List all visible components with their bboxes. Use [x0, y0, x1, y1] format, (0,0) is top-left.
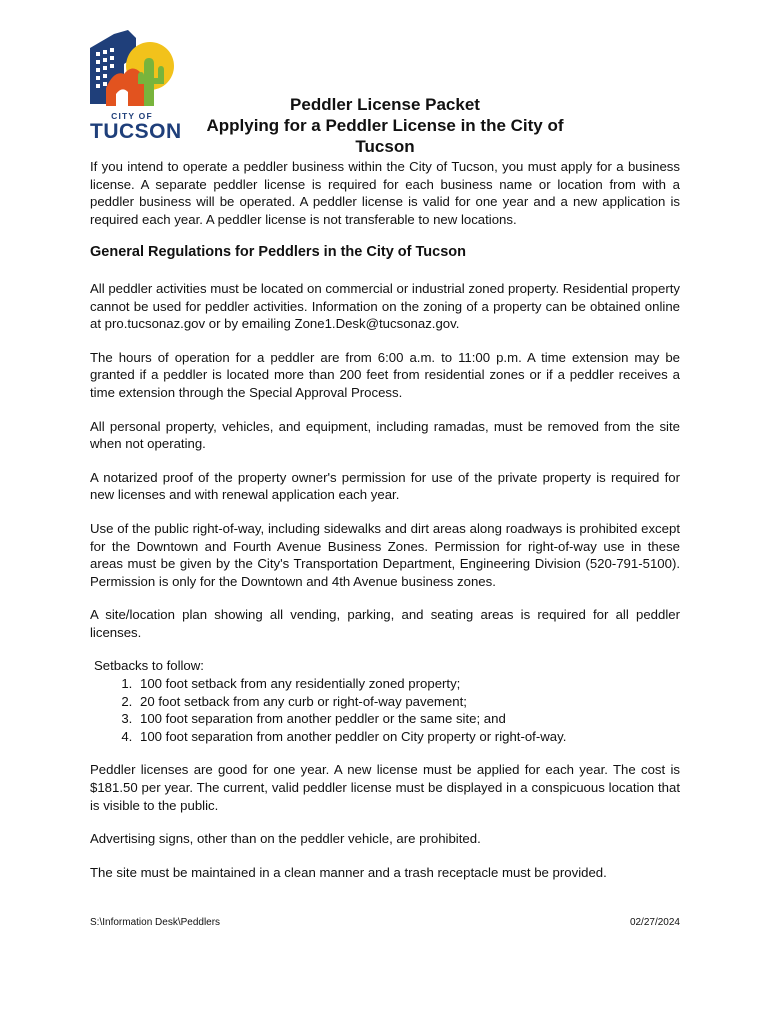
setbacks-section — [94, 657, 680, 745]
document-body — [90, 158, 680, 897]
paragraph-right-of-way: Use of the public right-of-way, including sidewalks and dirt areas along roadways is prohibited except for the Downtown and Fourth Avenue Business Zones. Permission for right-of-way use in these areas must be given by the City's Transportation Department, Engineering Division (520-791-5100). Permission is only for the Downtown and 4th Avenue business zones. — [90, 520, 680, 589]
paragraph-license-cost: Peddler licenses are good for one year. A new license must be applied for each year. The cost is $181.50 per year. The current, valid peddler license must be displayed in a conspicuous location that is visible to the public. — [90, 762, 680, 813]
setbacks-label: Setbacks to follow: — [94, 658, 204, 674]
paragraph-owner-permission: A notarized proof of the property owner's permission for use of the private property is required for new licenses and with renewal application each year. — [90, 469, 680, 503]
list-item: 1. 100 foot setback from any residentially zoned property; — [136, 675, 680, 693]
page-subtitle: Applying for a Peddler License in the City of Tucson — [206, 116, 564, 156]
logo-city-of-text: CITY OF — [111, 111, 153, 121]
paragraph-property-removal: All personal property, vehicles, and equipment, including ramadas, must be removed from the site when not operating. — [90, 418, 680, 452]
footer-path: S:\Information Desk\Peddlers — [90, 917, 221, 928]
section-heading: General Regulations for Peddlers in the City of Tucson — [90, 244, 466, 261]
paragraph-advertising: Advertising signs, other than on the peddler vehicle, are prohibited. — [90, 831, 481, 847]
intro-paragraph: If you intend to operate a peddler business within the City of Tucson, you must apply for a business license. A separate peddler license is required for each business name or location from with a peddler business will be operated. A peddler license is valid for one year and a new application is required each year. A peddler license is not transferable to new locations. — [90, 159, 680, 227]
paragraph-zoning: All peddler activities must be located on commercial or industrial zoned property. Residential property cannot be used for peddler activities. Information on the zoning of a property can be obtained online at pro.tucsonaz.gov or by emailing Zone1.Desk@tucsonaz.gov. — [90, 280, 680, 332]
title-block — [180, 94, 590, 157]
list-item: 4. 100 foot separation from another peddler on City property or right-of-way. — [136, 728, 680, 746]
logo-tucson-text: TUCSON — [90, 120, 182, 143]
list-item: 3. 100 foot separation from another peddler or the same site; and — [136, 710, 680, 728]
city-of-tucson-logo — [84, 26, 180, 146]
paragraph-hours: The hours of operation for a peddler are from 6:00 a.m. to 11:00 p.m. A time extension may be granted if a peddler is located more than 200 feet from residential zones or if a peddler receives a time extension through the Special Approval Process. — [90, 349, 680, 400]
logo-emblem-icon — [84, 26, 180, 112]
footer-date: 02/27/2024 — [629, 917, 680, 928]
paragraph-trash: The site must be maintained in a clean manner and a trash receptacle must be provided. — [90, 864, 607, 880]
setbacks-list — [94, 675, 680, 745]
paragraph-site-plan: A site/location plan showing all vending, parking, and seating areas is required for all peddler licenses. — [90, 607, 680, 640]
page-title: Peddler License Packet — [290, 95, 480, 114]
list-item: 2. 20 foot setback from any curb or right-of-way pavement; — [136, 693, 680, 711]
